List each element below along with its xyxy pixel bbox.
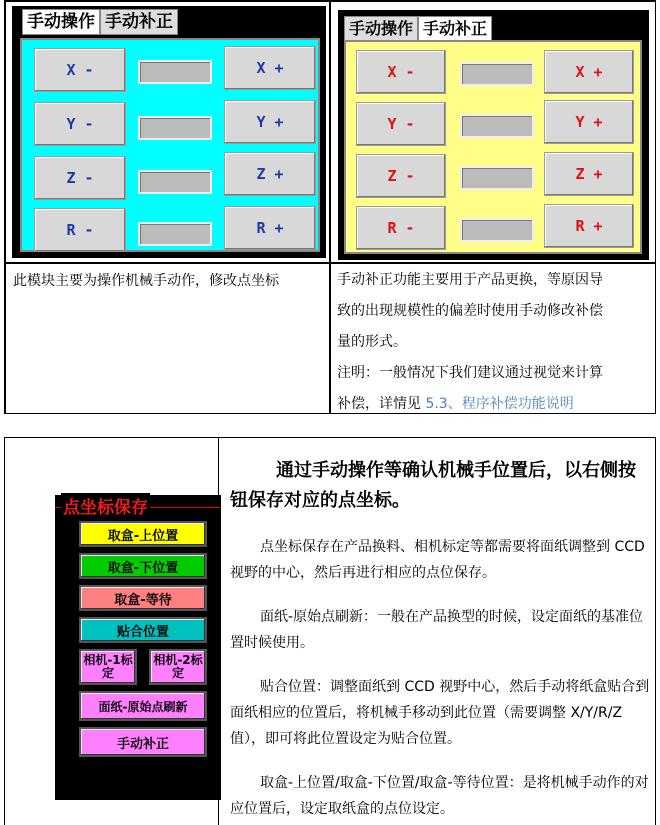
z-value-field bbox=[138, 170, 212, 194]
take-box-up-button[interactable]: 取盒-上位置 bbox=[79, 521, 207, 547]
tab-manual-compensation[interactable]: 手动补正 bbox=[418, 16, 492, 42]
paragraph-take-box: 取盒-上位置/取盒-下位置/取盒-等待位置：是将机械手动作的对应位置后，设定取纸盒的点位设定。 bbox=[230, 775, 649, 817]
z-plus-button[interactable]: Z + bbox=[544, 152, 634, 196]
manual-compensation-panel bbox=[338, 10, 649, 260]
desc-note-ref bbox=[337, 389, 653, 420]
x-plus-button[interactable]: X + bbox=[224, 46, 316, 90]
tab-manual-compensation[interactable]: 手动补正 bbox=[100, 9, 178, 35]
yellow-button-area bbox=[344, 40, 642, 254]
r-minus-button[interactable]: R - bbox=[34, 208, 126, 252]
r-minus-button[interactable]: R - bbox=[356, 206, 446, 250]
z-minus-button[interactable]: Z - bbox=[34, 156, 126, 200]
desc-note-prefix: 补偿，详情见 bbox=[337, 396, 426, 412]
y-minus-button[interactable]: Y - bbox=[356, 102, 446, 146]
camera1-calibration-button[interactable]: 相机-1标定 bbox=[79, 649, 137, 685]
y-plus-button[interactable]: Y + bbox=[544, 100, 634, 144]
paragraph-coordinate-save: 点坐标保存在产品换料、相机标定等都需要将面纸调整到 CCD 视野的中心，然后再进行相应的点位保存。 bbox=[230, 539, 645, 581]
y-value-field bbox=[460, 114, 534, 138]
x-minus-button[interactable]: X - bbox=[356, 50, 446, 94]
manual-operation-panel bbox=[12, 6, 326, 258]
comparison-table bbox=[4, 0, 656, 414]
x-value-field bbox=[138, 60, 212, 84]
y-minus-button[interactable]: Y - bbox=[34, 102, 126, 146]
desc-line: 手动补正功能主要用于产品更换，等原因导 bbox=[337, 272, 603, 288]
manual-compensation-description bbox=[337, 265, 653, 420]
camera2-calibration-button[interactable]: 相机-2标定 bbox=[149, 649, 207, 685]
coordinate-save-table bbox=[4, 437, 656, 825]
desc-line: 致的出现规模性的偏差时使用手动修改补偿 bbox=[337, 303, 603, 319]
tab-manual-operation[interactable]: 手动操作 bbox=[22, 9, 100, 35]
z-minus-button[interactable]: Z - bbox=[356, 154, 446, 198]
desc-note: 注明：一般情况下我们建议通过视觉来计算 bbox=[337, 365, 603, 381]
take-box-wait-button[interactable]: 取盒-等待 bbox=[79, 585, 207, 611]
r-plus-button[interactable]: R + bbox=[544, 204, 634, 248]
x-plus-button[interactable]: X + bbox=[544, 50, 634, 94]
paragraph-fit-position: 贴合位置：调整面纸到 CCD 视野中心，然后手动将纸盒贴合到面纸相应的位置后，将机械手移动到此位置（需要调整 X/Y/R/Z 值），即可将此位置设定为贴合位置。 bbox=[230, 679, 650, 747]
cyan-button-area bbox=[20, 38, 320, 252]
take-box-down-button[interactable]: 取盒-下位置 bbox=[79, 553, 207, 579]
point-coordinate-save-panel bbox=[55, 495, 221, 800]
section-heading: 通过手动操作等确认机械手位置后，以右侧按钮保存对应的点坐标。 bbox=[230, 460, 636, 511]
program-compensation-link[interactable]: 5.3、程序补偿功能说明 bbox=[425, 396, 574, 412]
y-value-field bbox=[138, 116, 212, 140]
manual-operation-description: 此模块主要为操作机械手动作，修改点坐标 bbox=[13, 273, 279, 289]
y-plus-button[interactable]: Y + bbox=[224, 100, 316, 144]
origin-refresh-button[interactable]: 面纸-原始点刷新 bbox=[79, 691, 207, 721]
r-value-field bbox=[138, 222, 212, 246]
tab-manual-operation[interactable]: 手动操作 bbox=[344, 16, 418, 42]
z-plus-button[interactable]: Z + bbox=[224, 152, 316, 196]
desc-line: 量的形式。 bbox=[337, 334, 407, 350]
x-value-field bbox=[460, 62, 534, 86]
fit-position-button[interactable]: 贴合位置 bbox=[79, 617, 207, 643]
z-value-field bbox=[460, 166, 534, 190]
r-value-field bbox=[460, 218, 534, 242]
r-plus-button[interactable]: R + bbox=[224, 206, 316, 250]
manual-compensation-button[interactable]: 手动补正 bbox=[79, 727, 207, 757]
panel-title: 点坐标保存 bbox=[61, 493, 150, 518]
paragraph-origin-refresh: 面纸-原始点刷新：一般在产品换型的时候，设定面纸的基准位置时候使用。 bbox=[230, 609, 644, 651]
x-minus-button[interactable]: X - bbox=[34, 48, 126, 92]
